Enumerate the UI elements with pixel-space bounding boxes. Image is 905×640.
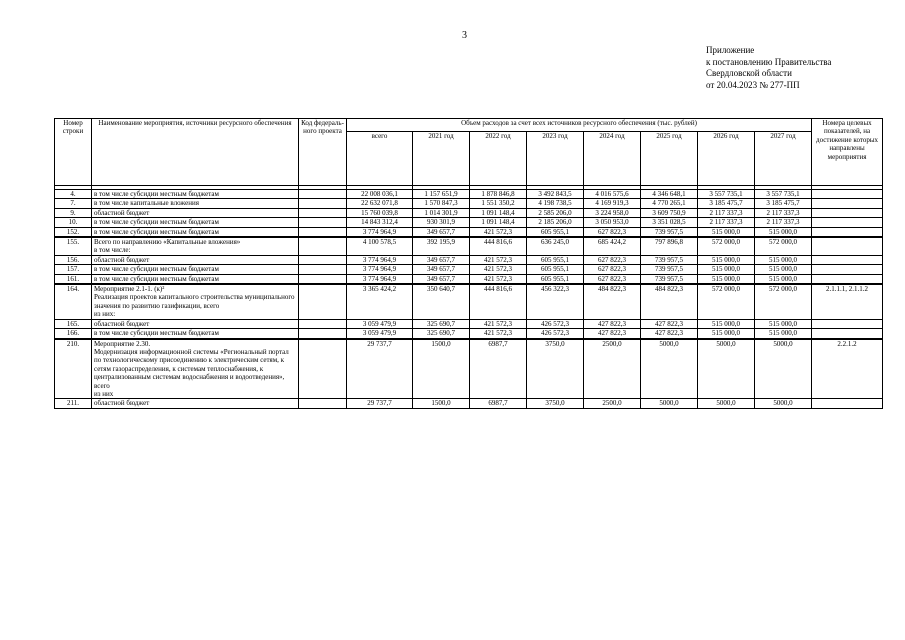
header-year: 2027 год bbox=[755, 132, 812, 186]
row-value-cell: 1500,0 bbox=[413, 399, 470, 408]
row-name-cell: Мероприятие 2.1-1. (к)² Реализация проектов капитального строительства муниципального значения по развитию газификации, всего из них: bbox=[92, 284, 299, 319]
row-indicators-cell bbox=[812, 227, 883, 237]
row-value-cell: 739 957,5 bbox=[641, 274, 698, 284]
row-value-cell: 5000,0 bbox=[641, 399, 698, 408]
row-value-cell: 22 008 036,1 bbox=[347, 190, 413, 199]
row-value-cell: 427 822,3 bbox=[584, 319, 641, 328]
row-indicators-cell bbox=[812, 237, 883, 255]
row-value-cell: 2 585 206,0 bbox=[527, 208, 584, 217]
row-value-cell: 6987,7 bbox=[470, 339, 527, 399]
row-number-cell: 156. bbox=[55, 255, 92, 264]
row-value-cell: 421 572,3 bbox=[470, 255, 527, 264]
header-code: Код федераль-ного проекта bbox=[299, 119, 347, 186]
row-value-cell: 739 957,5 bbox=[641, 255, 698, 264]
row-value-cell: 427 822,3 bbox=[584, 329, 641, 339]
row-value-cell: 349 657,7 bbox=[413, 274, 470, 284]
row-value-cell: 4 198 738,5 bbox=[527, 199, 584, 208]
row-value-cell: 2 117 337,3 bbox=[755, 218, 812, 227]
row-value-cell: 14 843 312,4 bbox=[347, 218, 413, 227]
table-row bbox=[55, 208, 883, 217]
row-value-cell: 3 557 735,1 bbox=[698, 190, 755, 199]
row-code-cell bbox=[299, 319, 347, 328]
table-row bbox=[55, 265, 883, 274]
annex-line: к постановлению Правительства bbox=[706, 56, 832, 67]
row-value-cell: 349 657,7 bbox=[413, 227, 470, 237]
row-value-cell: 5000,0 bbox=[755, 339, 812, 399]
row-number-cell: 7. bbox=[55, 199, 92, 208]
row-value-cell: 426 572,3 bbox=[527, 319, 584, 328]
row-value-cell: 2 117 337,3 bbox=[755, 208, 812, 217]
row-value-cell: 515 000,0 bbox=[698, 255, 755, 264]
row-value-cell: 3 050 953,0 bbox=[584, 218, 641, 227]
annex-line: Свердловской области bbox=[706, 68, 792, 78]
row-code-cell bbox=[299, 199, 347, 208]
row-value-cell: 3 185 475,7 bbox=[755, 199, 812, 208]
row-value-cell: 3 774 964,9 bbox=[347, 227, 413, 237]
row-value-cell: 1 551 350,2 bbox=[470, 199, 527, 208]
row-value-cell: 3 774 964,9 bbox=[347, 255, 413, 264]
row-code-cell bbox=[299, 265, 347, 274]
header-year: 2026 год bbox=[698, 132, 755, 186]
row-name-cell: Мероприятие 2.30. Модернизация информационной системы «Региональный портал по технологическому присоединению к электрическим сетям, к сетям газораспределения, к системам теплоснабжения, к централизованным системам водоснабжения и водоотведения», всего из них bbox=[92, 339, 299, 399]
row-number-cell: 4. bbox=[55, 190, 92, 199]
header-year: 2023 год bbox=[527, 132, 584, 186]
row-value-cell: 515 000,0 bbox=[698, 265, 755, 274]
row-name-cell: в том числе субсидии местным бюджетам bbox=[92, 274, 299, 284]
row-value-cell: 3 609 750,9 bbox=[641, 208, 698, 217]
row-code-cell bbox=[299, 237, 347, 255]
row-code-cell bbox=[299, 227, 347, 237]
row-value-cell: 426 572,3 bbox=[527, 329, 584, 339]
table-row bbox=[55, 227, 883, 237]
row-indicators-cell bbox=[812, 190, 883, 199]
table-row bbox=[55, 329, 883, 339]
row-name-cell: областной бюджет bbox=[92, 208, 299, 217]
row-value-cell: 15 760 039,8 bbox=[347, 208, 413, 217]
row-value-cell: 421 572,3 bbox=[470, 329, 527, 339]
row-value-cell: 421 572,3 bbox=[470, 274, 527, 284]
row-name-cell: в том числе субсидии местным бюджетам bbox=[92, 329, 299, 339]
row-indicators-cell bbox=[812, 329, 883, 339]
table-row bbox=[55, 255, 883, 264]
row-value-cell: 3 059 479,9 bbox=[347, 329, 413, 339]
row-name-cell: областной бюджет bbox=[92, 319, 299, 328]
row-value-cell: 3 059 479,9 bbox=[347, 319, 413, 328]
row-value-cell: 3 185 475,7 bbox=[698, 199, 755, 208]
row-number-cell: 10. bbox=[55, 218, 92, 227]
row-value-cell: 605 955,1 bbox=[527, 274, 584, 284]
row-name-cell: в том числе субсидии местным бюджетам bbox=[92, 265, 299, 274]
row-value-cell: 444 816,6 bbox=[470, 284, 527, 319]
row-indicators-cell bbox=[812, 208, 883, 217]
annex-block bbox=[706, 45, 831, 91]
row-value-cell: 421 572,3 bbox=[470, 265, 527, 274]
row-value-cell: 1 014 301,9 bbox=[413, 208, 470, 217]
row-value-cell: 3750,0 bbox=[527, 339, 584, 399]
row-number-cell: 164. bbox=[55, 284, 92, 319]
row-number-cell: 210. bbox=[55, 339, 92, 399]
row-value-cell: 325 690,7 bbox=[413, 319, 470, 328]
row-value-cell: 456 322,3 bbox=[527, 284, 584, 319]
row-value-cell: 605 955,1 bbox=[527, 227, 584, 237]
row-code-cell bbox=[299, 255, 347, 264]
row-value-cell: 5000,0 bbox=[641, 339, 698, 399]
row-value-cell: 3 351 028,5 bbox=[641, 218, 698, 227]
row-value-cell: 572 000,0 bbox=[755, 237, 812, 255]
header-volume: Объем расходов за счет всех источников ресурсного обеспечения (тыс. рублей) bbox=[347, 119, 812, 132]
row-value-cell: 392 195,9 bbox=[413, 237, 470, 255]
row-name-cell: областной бюджет bbox=[92, 255, 299, 264]
row-value-cell: 515 000,0 bbox=[755, 227, 812, 237]
row-value-cell: 484 822,3 bbox=[584, 284, 641, 319]
header-year: 2022 год bbox=[470, 132, 527, 186]
row-number-cell: 211. bbox=[55, 399, 92, 408]
row-value-cell: 3 365 424,2 bbox=[347, 284, 413, 319]
row-number-cell: 166. bbox=[55, 329, 92, 339]
table-row bbox=[55, 190, 883, 199]
row-value-cell: 515 000,0 bbox=[698, 227, 755, 237]
row-value-cell: 6987,7 bbox=[470, 399, 527, 408]
row-name-cell: областной бюджет bbox=[92, 399, 299, 408]
row-indicators-cell: 2.2.1.2 bbox=[812, 339, 883, 399]
row-number-cell: 155. bbox=[55, 237, 92, 255]
row-value-cell: 572 000,0 bbox=[698, 237, 755, 255]
row-code-cell bbox=[299, 329, 347, 339]
row-value-cell: 1 157 651,9 bbox=[413, 190, 470, 199]
row-code-cell bbox=[299, 274, 347, 284]
row-value-cell: 3 557 735,1 bbox=[755, 190, 812, 199]
row-number-cell: 161. bbox=[55, 274, 92, 284]
row-code-cell bbox=[299, 399, 347, 408]
row-value-cell: 572 000,0 bbox=[698, 284, 755, 319]
row-code-cell bbox=[299, 218, 347, 227]
row-indicators-cell: 2.1.1.1, 2.1.1.2 bbox=[812, 284, 883, 319]
header-name: Наименование мероприятия, источники ресурсного обеспечения bbox=[92, 119, 299, 186]
annex-line: Приложение bbox=[706, 45, 755, 55]
table-row bbox=[55, 339, 883, 399]
row-value-cell: 349 657,7 bbox=[413, 255, 470, 264]
row-value-cell: 685 424,2 bbox=[584, 237, 641, 255]
row-value-cell: 515 000,0 bbox=[755, 329, 812, 339]
row-value-cell: 739 957,5 bbox=[641, 227, 698, 237]
row-name-cell: Всего по направлению «Капитальные вложения» в том числе: bbox=[92, 237, 299, 255]
table-row bbox=[55, 284, 883, 319]
table-row bbox=[55, 274, 883, 284]
row-indicators-cell bbox=[812, 199, 883, 208]
row-name-cell: в том числе субсидии местным бюджетам bbox=[92, 227, 299, 237]
row-indicators-cell bbox=[812, 319, 883, 328]
budget-table bbox=[54, 118, 883, 409]
row-value-cell: 3 492 843,5 bbox=[527, 190, 584, 199]
row-value-cell: 427 822,3 bbox=[641, 319, 698, 328]
row-value-cell: 605 955,1 bbox=[527, 265, 584, 274]
header-indicators: Номера целевых показателей, на достижение которых направлены мероприятия bbox=[812, 119, 883, 186]
row-value-cell: 4 346 648,1 bbox=[641, 190, 698, 199]
header-year: всего bbox=[347, 132, 413, 186]
header-year: 2025 год bbox=[641, 132, 698, 186]
header-year: 2021 год bbox=[413, 132, 470, 186]
row-value-cell: 1 878 846,8 bbox=[470, 190, 527, 199]
row-value-cell: 515 000,0 bbox=[755, 255, 812, 264]
row-number-cell: 152. bbox=[55, 227, 92, 237]
row-indicators-cell bbox=[812, 265, 883, 274]
page-number: 3 bbox=[462, 30, 467, 41]
row-value-cell: 1 091 148,4 bbox=[470, 218, 527, 227]
row-indicators-cell bbox=[812, 218, 883, 227]
row-value-cell: 797 896,8 bbox=[641, 237, 698, 255]
row-number-cell: 9. bbox=[55, 208, 92, 217]
row-value-cell: 572 000,0 bbox=[755, 284, 812, 319]
table-row bbox=[55, 237, 883, 255]
row-value-cell: 627 822,3 bbox=[584, 265, 641, 274]
row-value-cell: 349 657,7 bbox=[413, 265, 470, 274]
row-value-cell: 484 822,3 bbox=[641, 284, 698, 319]
row-value-cell: 5000,0 bbox=[755, 399, 812, 408]
row-value-cell: 444 816,6 bbox=[470, 237, 527, 255]
table-row bbox=[55, 199, 883, 208]
row-value-cell: 22 632 071,8 bbox=[347, 199, 413, 208]
row-value-cell: 427 822,3 bbox=[641, 329, 698, 339]
row-value-cell: 1500,0 bbox=[413, 339, 470, 399]
table-row bbox=[55, 218, 883, 227]
row-value-cell: 3750,0 bbox=[527, 399, 584, 408]
row-name-cell: в том числе субсидии местным бюджетам bbox=[92, 190, 299, 199]
row-value-cell: 2 117 337,3 bbox=[698, 218, 755, 227]
row-indicators-cell bbox=[812, 255, 883, 264]
row-value-cell: 515 000,0 bbox=[755, 319, 812, 328]
row-value-cell: 29 737,7 bbox=[347, 399, 413, 408]
row-value-cell: 3 774 964,9 bbox=[347, 274, 413, 284]
row-value-cell: 2500,0 bbox=[584, 399, 641, 408]
row-code-cell bbox=[299, 190, 347, 199]
row-value-cell: 29 737,7 bbox=[347, 339, 413, 399]
annex-line: от 20.04.2023 № 277-ПП bbox=[706, 79, 800, 90]
row-value-cell: 1 570 847,3 bbox=[413, 199, 470, 208]
table-body bbox=[55, 186, 883, 409]
row-number-cell: 157. bbox=[55, 265, 92, 274]
row-code-cell bbox=[299, 284, 347, 319]
row-value-cell: 3 224 958,0 bbox=[584, 208, 641, 217]
row-value-cell: 605 955,1 bbox=[527, 255, 584, 264]
row-value-cell: 627 822,3 bbox=[584, 274, 641, 284]
row-indicators-cell bbox=[812, 274, 883, 284]
row-value-cell: 739 957,5 bbox=[641, 265, 698, 274]
row-value-cell: 515 000,0 bbox=[698, 329, 755, 339]
row-value-cell: 515 000,0 bbox=[698, 319, 755, 328]
row-value-cell: 515 000,0 bbox=[755, 274, 812, 284]
row-value-cell: 2 185 206,0 bbox=[527, 218, 584, 227]
row-value-cell: 2 117 337,3 bbox=[698, 208, 755, 217]
row-name-cell: в том числе капитальные вложения bbox=[92, 199, 299, 208]
row-value-cell: 515 000,0 bbox=[755, 265, 812, 274]
header-year: 2024 год bbox=[584, 132, 641, 186]
row-value-cell: 350 640,7 bbox=[413, 284, 470, 319]
row-value-cell: 4 100 578,5 bbox=[347, 237, 413, 255]
row-value-cell: 325 690,7 bbox=[413, 329, 470, 339]
header-row-number: Номер строки bbox=[55, 119, 92, 186]
row-code-cell bbox=[299, 208, 347, 217]
row-value-cell: 421 572,3 bbox=[470, 227, 527, 237]
row-value-cell: 4 770 265,1 bbox=[641, 199, 698, 208]
row-value-cell: 5000,0 bbox=[698, 399, 755, 408]
row-value-cell: 2500,0 bbox=[584, 339, 641, 399]
row-value-cell: 3 774 964,9 bbox=[347, 265, 413, 274]
row-code-cell bbox=[299, 339, 347, 399]
table-row bbox=[55, 319, 883, 328]
row-value-cell: 4 169 919,3 bbox=[584, 199, 641, 208]
row-value-cell: 636 245,0 bbox=[527, 237, 584, 255]
row-number-cell: 165. bbox=[55, 319, 92, 328]
row-value-cell: 421 572,3 bbox=[470, 319, 527, 328]
row-indicators-cell bbox=[812, 399, 883, 408]
row-value-cell: 515 000,0 bbox=[698, 274, 755, 284]
row-value-cell: 627 822,3 bbox=[584, 227, 641, 237]
row-value-cell: 930 301,9 bbox=[413, 218, 470, 227]
row-value-cell: 4 016 575,6 bbox=[584, 190, 641, 199]
table-row bbox=[55, 399, 883, 408]
row-value-cell: 627 822,3 bbox=[584, 255, 641, 264]
row-name-cell: в том числе субсидии местным бюджетам bbox=[92, 218, 299, 227]
row-value-cell: 1 091 148,4 bbox=[470, 208, 527, 217]
row-value-cell: 5000,0 bbox=[698, 339, 755, 399]
